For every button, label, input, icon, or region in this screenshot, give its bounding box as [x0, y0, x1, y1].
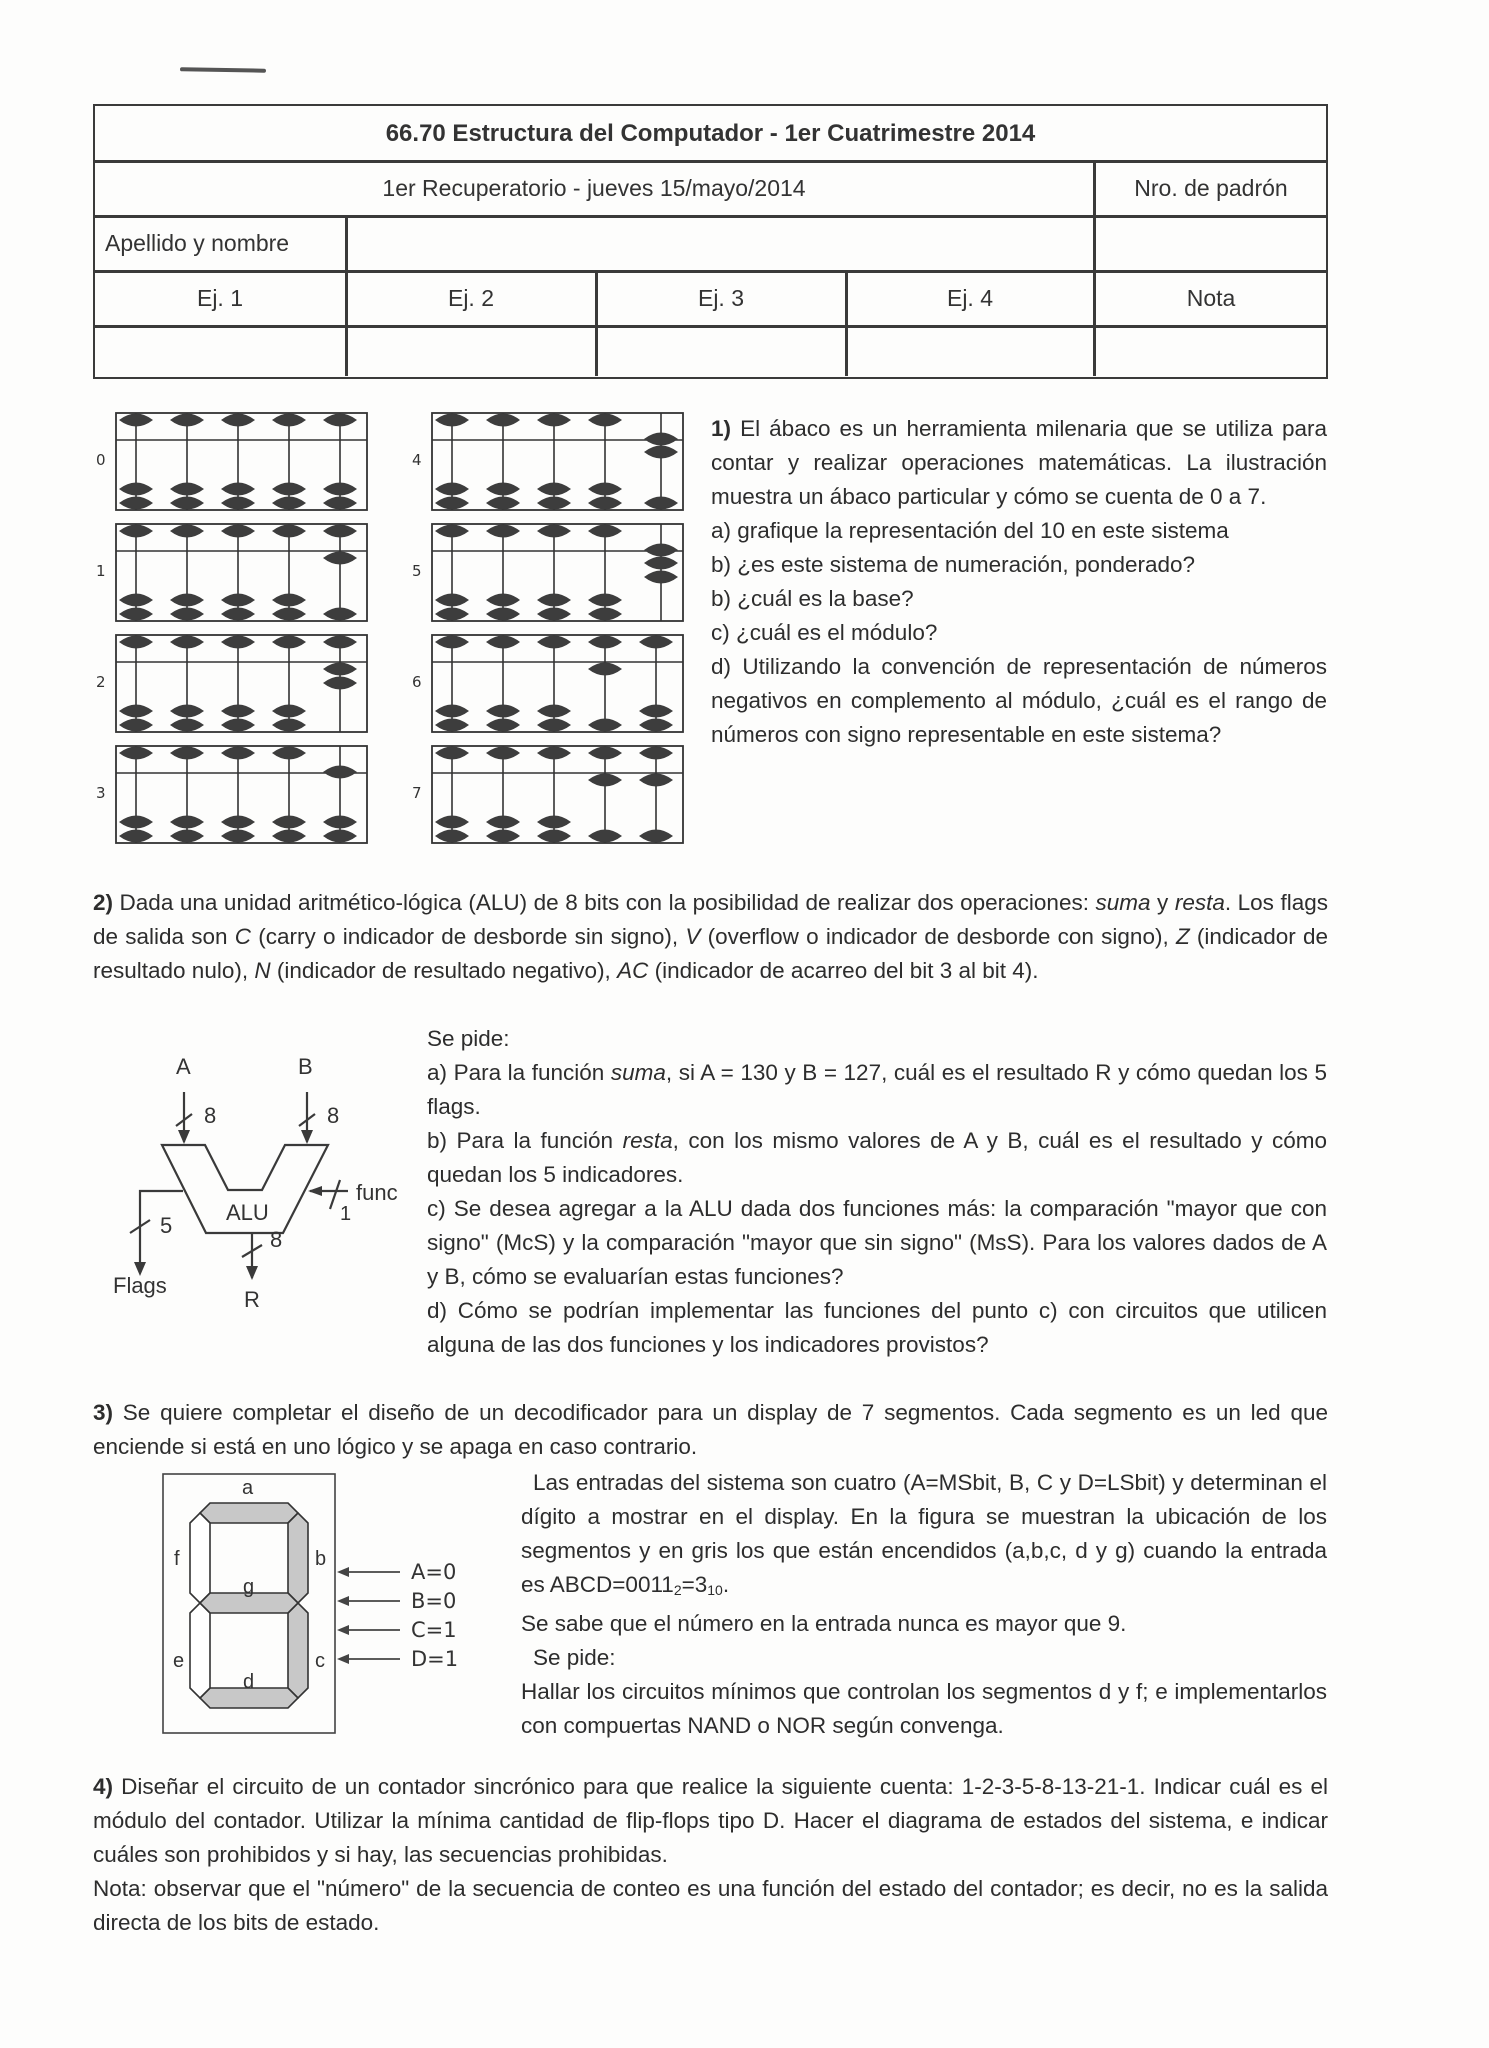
- q4-text: Diseñar el circuito de un contador sincrónico para que realice la siguiente cuenta: 1-2-3-5-8-13-21-1. Indicar cuál es el módulo del contador. Utilizar la mínima cantidad de flip-flops tipo D. Hacer el diagrama de estados del sistema, e indicar cuáles son prohibidos y si hay, las secuencias prohibidas.: [93, 1774, 1328, 1867]
- input-b-label: B: [298, 1054, 313, 1079]
- abacus-bead: [435, 608, 469, 621]
- abacus-frame-label: 5: [412, 562, 422, 580]
- abacus-bead: [170, 636, 204, 649]
- abacus-bead: [170, 747, 204, 760]
- abacus-bead: [486, 594, 520, 607]
- input-arrow-icon: [337, 1596, 349, 1606]
- italic-term: resta: [1174, 890, 1225, 915]
- func-width: 1: [340, 1203, 352, 1225]
- abacus-bead: [588, 414, 622, 427]
- abacus-bead: [323, 830, 357, 843]
- question-3-intro: [93, 1396, 1328, 1464]
- func-bus-slash: [330, 1180, 340, 1209]
- italic-term: Z: [1175, 924, 1190, 949]
- abacus-frame-label: 1: [96, 562, 106, 580]
- exam-header-table: [93, 104, 1328, 379]
- q3-body-end: .: [722, 1572, 730, 1597]
- segment-label-a: a: [242, 1477, 254, 1499]
- abacus-bead: [435, 747, 469, 760]
- abacus-bead: [221, 525, 255, 538]
- abacus-bead: [272, 719, 306, 732]
- q3-number: 3): [93, 1400, 114, 1425]
- abacus-bead: [486, 830, 520, 843]
- flags-width: 5: [160, 1213, 173, 1238]
- abacus-bead: [644, 571, 678, 584]
- segment-label-f: f: [174, 1548, 180, 1570]
- q2-se-pide: Se pide:: [427, 1026, 510, 1051]
- text-run: Dada una unidad aritmético-lógica (ALU) de 8 bits con la posibilidad de realizar dos operaciones:: [119, 890, 1096, 915]
- segment-e: [190, 1603, 210, 1698]
- func-arrow-icon: [308, 1186, 322, 1196]
- exam-title: 1er Recuperatorio - jueves 15/mayo/2014: [382, 175, 806, 201]
- abacus-frame-label: 4: [412, 451, 422, 469]
- abacus-bead: [272, 608, 306, 621]
- abacus-bead: [644, 544, 678, 557]
- abacus-frame-label: 6: [412, 673, 422, 691]
- abacus-frame-7: [412, 746, 683, 843]
- abacus-bead: [537, 719, 571, 732]
- grade-col-ej2: Ej. 2: [447, 285, 495, 311]
- abacus-bead: [119, 705, 153, 718]
- abacus-bead: [486, 719, 520, 732]
- segment-label-c: c: [315, 1650, 325, 1672]
- text-run: (carry o indicador de desborde sin signo),: [251, 924, 686, 949]
- course-title: 66.70 Estructura del Computador - 1er Cuatrimestre 2014: [385, 119, 1036, 147]
- q1-item-b1: b) ¿es este sistema de numeración, ponderado?: [711, 552, 1196, 577]
- abacus-bead: [221, 636, 255, 649]
- abacus-bead: [323, 663, 357, 676]
- abacus-frame-label: 3: [96, 784, 106, 802]
- abacus-bead: [272, 483, 306, 496]
- abacus-frame-label: 0: [96, 451, 106, 469]
- q1-item-a: a) grafique la representación del 10 en este sistema: [711, 518, 1229, 543]
- abacus-bead: [221, 816, 255, 829]
- q2-item-b: [427, 1124, 1327, 1192]
- abacus-frame-1: [96, 524, 367, 621]
- abacus-bead: [588, 774, 622, 787]
- abacus-frame-6: [412, 635, 683, 732]
- text-run: (indicador de resultado negativo),: [270, 958, 618, 983]
- abacus-bead: [639, 636, 673, 649]
- abacus-bead: [486, 747, 520, 760]
- abacus-frame-border: [432, 746, 683, 843]
- abacus-bead: [588, 594, 622, 607]
- q4-number: 4): [93, 1774, 114, 1799]
- abacus-bead: [435, 497, 469, 510]
- abacus-bead: [221, 705, 255, 718]
- abacus-bead: [170, 830, 204, 843]
- input-a-width: 8: [204, 1103, 217, 1128]
- abacus-bead: [644, 497, 678, 510]
- segment-label-d: d: [243, 1671, 255, 1693]
- abacus-bead: [588, 663, 622, 676]
- staple-mark: [180, 67, 266, 73]
- abacus-bead: [639, 774, 673, 787]
- q3-intro-text: Se quiere completar el diseño de un decodificador para un display de 7 segmentos. Cada segmento es un led que enciende si está en uno lógico y se apaga en caso contrario.: [93, 1400, 1328, 1459]
- abacus-bead: [537, 830, 571, 843]
- abacus-bead: [639, 705, 673, 718]
- segment-label-g: g: [243, 1576, 255, 1598]
- abacus-bead: [435, 719, 469, 732]
- flags-label: Flags: [113, 1273, 167, 1298]
- abacus-bead: [537, 636, 571, 649]
- input-value-label: A=0: [411, 1560, 457, 1584]
- italic-term: C: [234, 924, 252, 949]
- abacus-bead: [537, 594, 571, 607]
- input-a-label: A: [176, 1054, 191, 1079]
- abacus-bead: [119, 636, 153, 649]
- grade-field-ej1[interactable]: [95, 327, 345, 377]
- input-value-label: C=1: [411, 1618, 457, 1642]
- input-value-label: D=1: [411, 1647, 459, 1671]
- name-field[interactable]: [348, 216, 1092, 271]
- abacus-bead: [537, 705, 571, 718]
- grade-field-ej4[interactable]: [847, 327, 1093, 377]
- q3-task: Hallar los circuitos mínimos que controlan los segmentos d y f; e implementarlos con compuertas NAND o NOR según convenga.: [521, 1679, 1327, 1738]
- q1-item-c: c) ¿cuál es el módulo?: [711, 620, 938, 645]
- abacus-frame-border: [432, 635, 683, 732]
- abacus-bead: [639, 719, 673, 732]
- student-id-field[interactable]: [1096, 216, 1326, 271]
- abacus-bead: [323, 766, 357, 779]
- text-run: , con los mismo valores de A y B, cuál es el resultado y cómo quedan los 5 indicadores.: [427, 1128, 1328, 1187]
- abacus-frame-2: [96, 635, 367, 732]
- abacus-frame-5: [412, 524, 683, 621]
- text-run: , si A = 130 y B = 127, cuál es el resultado R y cómo quedan los 5 flags.: [427, 1060, 1327, 1119]
- q2-item-c: c) Se desea agregar a la ALU dada dos funciones más: la comparación "mayor que con signo" (McS) y la comparación "mayor que sin signo" (MsS). Para los valores dados de A y B, cómo se evaluarían estas funciones?: [427, 1196, 1327, 1289]
- abacus-bead: [588, 636, 622, 649]
- abacus-bead: [221, 414, 255, 427]
- abacus-bead: [221, 747, 255, 760]
- abacus-bead: [588, 830, 622, 843]
- input-value-label: B=0: [411, 1589, 457, 1613]
- abacus-figure: [90, 400, 690, 850]
- segment-label-b: b: [315, 1548, 327, 1570]
- abacus-bead: [486, 705, 520, 718]
- abacus-frame-0: [96, 413, 367, 510]
- italic-term: suma: [1095, 890, 1151, 915]
- abacus-frame-border: [116, 746, 367, 843]
- abacus-bead: [272, 705, 306, 718]
- q3-body-text: Las entradas del sistema son cuatro (A=MSbit, B, C y D=LSbit) y determinan el dígito a mostrar en el display. En la figura se muestran la ubicación de los segmentos y en gris los que están encendidos (a,b,c, d y g) cuando la entrada es ABCD=0011: [521, 1470, 1327, 1597]
- abacus-bead: [119, 608, 153, 621]
- abacus-bead: [221, 830, 255, 843]
- q3-se-pide: Se pide:: [533, 1645, 616, 1670]
- abacus-bead: [170, 525, 204, 538]
- abacus-bead: [323, 552, 357, 565]
- segment-f: [190, 1513, 210, 1603]
- abacus-bead: [119, 483, 153, 496]
- abacus-bead: [639, 747, 673, 760]
- alu-diagram: [100, 1010, 430, 1320]
- abacus-bead: [221, 483, 255, 496]
- text-run: y: [1150, 890, 1175, 915]
- question-3-body: [521, 1466, 1327, 1743]
- abacus-bead: [588, 608, 622, 621]
- abacus-bead: [170, 705, 204, 718]
- q1-item-b2: b) ¿cuál es la base?: [711, 586, 914, 611]
- abacus-bead: [119, 816, 153, 829]
- abacus-bead: [170, 497, 204, 510]
- abacus-bead: [588, 525, 622, 538]
- grade-field-nota[interactable]: [1095, 327, 1327, 377]
- abacus-bead: [119, 414, 153, 427]
- abacus-bead: [486, 483, 520, 496]
- abacus-bead: [119, 497, 153, 510]
- italic-term: resta: [622, 1128, 673, 1153]
- segment-b: [288, 1513, 308, 1603]
- q3-base-2: 2: [673, 1582, 682, 1598]
- name-label: Apellido y nombre: [105, 230, 290, 256]
- input-b-arrow-icon: [301, 1130, 313, 1144]
- abacus-bead: [435, 594, 469, 607]
- abacus-svg: [90, 400, 690, 850]
- text-run: a) Para la función: [427, 1060, 611, 1085]
- abacus-bead: [272, 636, 306, 649]
- input-arrow-icon: [337, 1625, 349, 1635]
- abacus-bead: [119, 525, 153, 538]
- abacus-bead: [588, 497, 622, 510]
- abacus-bead: [537, 497, 571, 510]
- abacus-bead: [435, 414, 469, 427]
- abacus-bead: [486, 816, 520, 829]
- input-arrow-icon: [337, 1567, 349, 1577]
- abacus-frame-border: [116, 524, 367, 621]
- abacus-frame-border: [432, 524, 683, 621]
- abacus-bead: [119, 747, 153, 760]
- q1-intro: [711, 412, 1327, 514]
- abacus-bead: [486, 608, 520, 621]
- input-a-arrow-icon: [178, 1130, 190, 1144]
- abacus-bead: [119, 830, 153, 843]
- abacus-frame-border: [432, 413, 683, 510]
- abacus-bead: [537, 747, 571, 760]
- abacus-bead: [272, 816, 306, 829]
- italic-term: AC: [617, 958, 649, 983]
- abacus-bead: [119, 719, 153, 732]
- abacus-bead: [435, 830, 469, 843]
- abacus-bead: [170, 594, 204, 607]
- abacus-bead: [221, 608, 255, 621]
- abacus-bead: [537, 816, 571, 829]
- abacus-bead: [537, 525, 571, 538]
- text-run: (indicador de resultado nulo),: [93, 924, 1328, 983]
- abacus-frame-3: [96, 746, 367, 843]
- abacus-bead: [639, 830, 673, 843]
- abacus-bead: [323, 608, 357, 621]
- abacus-bead: [644, 446, 678, 459]
- input-arrow-icon: [337, 1654, 349, 1664]
- abacus-bead: [119, 594, 153, 607]
- abacus-frame-label: 2: [96, 673, 106, 691]
- abacus-bead: [486, 636, 520, 649]
- abacus-bead: [272, 497, 306, 510]
- abacus-bead: [170, 816, 204, 829]
- grade-field-ej3[interactable]: [597, 327, 845, 377]
- abacus-bead: [323, 525, 357, 538]
- question-2-intro: [93, 886, 1328, 988]
- q1-intro-text: El ábaco es un herramienta milenaria que se utiliza para contar y realizar operaciones matemáticas. La ilustración muestra un ábaco particular y cómo se cuenta de 0 a 7.: [711, 416, 1327, 509]
- q2-number: 2): [93, 890, 114, 915]
- abacus-bead: [537, 483, 571, 496]
- abacus-bead: [486, 497, 520, 510]
- grade-col-ej1: Ej. 1: [196, 285, 244, 311]
- seven-segment-figure: [150, 1460, 490, 1740]
- abacus-bead: [486, 414, 520, 427]
- abacus-bead: [323, 483, 357, 496]
- abacus-bead: [486, 525, 520, 538]
- q3-base-10: 10: [707, 1582, 723, 1598]
- abacus-bead: [170, 414, 204, 427]
- func-label: func: [356, 1180, 398, 1205]
- student-id-label: Nro. de padrón: [1134, 175, 1288, 201]
- abacus-bead: [170, 483, 204, 496]
- abacus-bead: [323, 636, 357, 649]
- abacus-frame-label: 7: [412, 784, 422, 802]
- abacus-bead: [588, 747, 622, 760]
- grade-col-ej3: Ej. 3: [697, 285, 745, 311]
- output-r-width: 8: [270, 1227, 283, 1252]
- segment-a: [200, 1503, 298, 1523]
- abacus-bead: [272, 594, 306, 607]
- text-run: b) Para la función: [427, 1128, 623, 1153]
- grade-field-ej2[interactable]: [347, 327, 595, 377]
- q2-item-a: [427, 1056, 1327, 1124]
- q1-item-d: d) Utilizando la convención de representación de números negativos en complemento al módulo, ¿cuál es el rango de números con signo representable en este sistema?: [711, 654, 1327, 747]
- text-run: . Los flags de salida son: [93, 890, 1328, 949]
- q2-item-d: d) Cómo se podrían implementar las funciones del punto c) con circuitos que utilicen alguna de las dos funciones y los indicadores provistos?: [427, 1298, 1327, 1357]
- q3-constraint: Se sabe que el número en la entrada nunca es mayor que 9.: [521, 1611, 1127, 1636]
- q2-intro-text: [93, 890, 1328, 983]
- italic-term: V: [685, 924, 701, 949]
- abacus-bead: [221, 497, 255, 510]
- abacus-bead: [435, 816, 469, 829]
- abacus-bead: [323, 497, 357, 510]
- grade-col-ej4: Ej. 4: [946, 285, 994, 311]
- text-run: (indicador de acarreo del bit 3 al bit 4).: [648, 958, 1039, 983]
- abacus-bead: [537, 414, 571, 427]
- question-4: [93, 1770, 1328, 1940]
- abacus-bead: [588, 719, 622, 732]
- abacus-bead: [644, 557, 678, 570]
- q3-body: [521, 1466, 1327, 1607]
- input-b-width: 8: [327, 1103, 340, 1128]
- italic-term: N: [254, 958, 271, 983]
- abacus-bead: [537, 608, 571, 621]
- abacus-frame-border: [116, 413, 367, 510]
- q4-note: Nota: observar que el "número" de la secuencia de conteo es una función del estado del contador; es decir, no es la salida directa de los bits de estado.: [93, 1876, 1328, 1935]
- abacus-bead: [435, 636, 469, 649]
- grade-col-nota: Nota: [1186, 285, 1236, 311]
- abacus-bead: [272, 830, 306, 843]
- abacus-bead: [644, 433, 678, 446]
- q1-number: 1): [711, 416, 732, 441]
- segment-c: [288, 1603, 308, 1698]
- segment-label-e: e: [173, 1650, 185, 1672]
- italic-term: suma: [610, 1060, 666, 1085]
- output-r-arrow-icon: [246, 1266, 258, 1280]
- text-run: (overflow o indicador de desborde con signo),: [700, 924, 1176, 949]
- question-2-items: [427, 1022, 1327, 1362]
- question-1: [711, 412, 1327, 752]
- abacus-bead: [221, 719, 255, 732]
- q3-body-mid: =3: [681, 1572, 708, 1597]
- output-r-label: R: [244, 1287, 260, 1312]
- abacus-bead: [435, 525, 469, 538]
- abacus-bead: [435, 705, 469, 718]
- abacus-bead: [170, 608, 204, 621]
- abacus-bead: [272, 747, 306, 760]
- abacus-bead: [323, 816, 357, 829]
- abacus-frame-4: [412, 413, 683, 510]
- abacus-bead: [272, 414, 306, 427]
- abacus-bead: [323, 414, 357, 427]
- abacus-bead: [435, 483, 469, 496]
- abacus-bead: [588, 483, 622, 496]
- abacus-bead: [272, 525, 306, 538]
- abacus-bead: [221, 594, 255, 607]
- abacus-bead: [170, 719, 204, 732]
- abacus-bead: [323, 677, 357, 690]
- alu-label: ALU: [226, 1200, 269, 1225]
